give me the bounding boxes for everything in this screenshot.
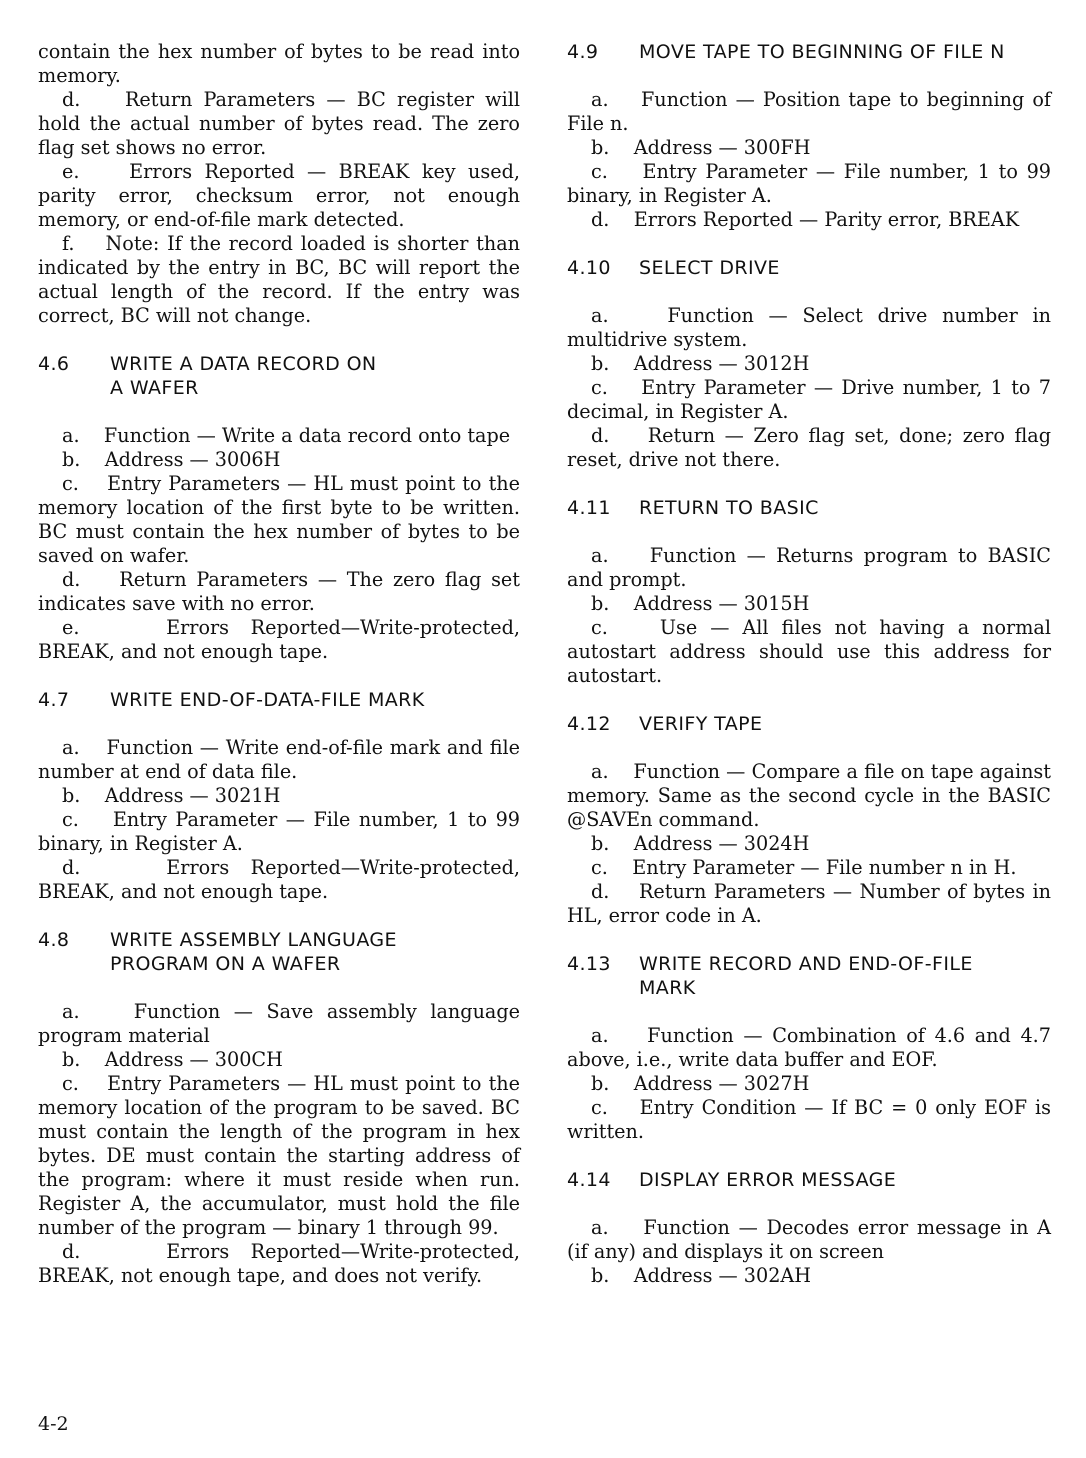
section-number: 4.14 xyxy=(567,1169,611,1191)
paragraph: c. Entry Condition — If BC = 0 only EOF is written. xyxy=(567,1096,1051,1143)
paragraph: d. Return Parameters — Number of bytes in HL, error code in A. xyxy=(567,880,1051,927)
paragraph: c. Entry Parameter — File number, 1 to 99 binary, in Register A. xyxy=(567,160,1051,207)
paragraph: a. Function — Decodes error message in A (if any) and displays it on screen xyxy=(567,1216,1051,1263)
paragraph: a. Function — Combination of 4.6 and 4.7 above, i.e., write data buffer and EOF. xyxy=(567,1024,1051,1071)
section-4-13 xyxy=(567,952,1051,1144)
section-heading xyxy=(567,1168,1051,1192)
paragraph: c. Use — All files not having a normal autostart address should use this address for autostart. xyxy=(567,616,1051,687)
section-number: 4.11 xyxy=(567,497,611,519)
section-4-11 xyxy=(567,496,1051,688)
paragraph: a. Function — Select drive number in multidrive system. xyxy=(567,304,1051,351)
section-heading xyxy=(38,688,520,712)
section-number: 4.7 xyxy=(38,689,70,711)
section-title: DISPLAY ERROR MESSAGE xyxy=(639,1169,897,1191)
section-number: 4.6 xyxy=(38,353,70,375)
section-title: VERIFY TAPE xyxy=(639,713,763,735)
section-title: SELECT DRIVE xyxy=(639,257,780,279)
section-heading xyxy=(567,952,1051,1000)
paragraph: b. Address — 300FH xyxy=(591,136,811,159)
paragraph: f. Note: If the record loaded is shorter than indicated by the entry in BC, BC will report the actual length of the record. If the entry was correct, BC will not change. xyxy=(38,232,520,327)
paragraph: b. Address — 3015H xyxy=(591,592,810,615)
paragraph: e. Errors Reported — BREAK key used, parity error, checksum error, not enough memory, or end-of-file mark detected. xyxy=(38,160,520,231)
paragraph: d. Errors Reported—Write-protected, BREAK, and not enough tape. xyxy=(38,856,520,903)
paragraph: c. Entry Parameters — HL must point to the memory location of the program to be saved. BC must contain the length of the program in hex bytes. DE must contain the starting address of the program: where it must reside when run. Register A, the accumulator, must hold the file number of the program — binary 1 through 99. xyxy=(38,1072,520,1239)
paragraph: c. Entry Parameter — File number n in H. xyxy=(591,856,1017,879)
paragraph: b. Address — 3027H xyxy=(591,1072,810,1095)
paragraph: b. Address — 300CH xyxy=(62,1048,283,1071)
section-title: WRITE A DATA RECORD ON A WAFER xyxy=(110,353,377,399)
section-4-7 xyxy=(38,688,520,904)
section-title: WRITE END-OF-DATA-FILE MARK xyxy=(110,689,425,711)
paragraph: d. Return Parameters — BC register will hold the actual number of bytes read. The zero flag set shows no error. xyxy=(38,88,520,159)
paragraph: b. Address — 3021H xyxy=(62,784,281,807)
paragraph: c. Entry Parameter — File number, 1 to 99 binary, in Register A. xyxy=(38,808,520,855)
section-heading xyxy=(567,712,1051,736)
paragraph: b. Address — 3006H xyxy=(62,448,281,471)
paragraph: d. Errors Reported—Write-protected, BREAK, not enough tape, and does not verify. xyxy=(38,1240,520,1287)
section-heading xyxy=(567,40,1051,64)
section-number: 4.9 xyxy=(567,41,599,63)
section-4-14 xyxy=(567,1168,1051,1288)
paragraph: e. Errors Reported—Write-protected, BREAK, and not enough tape. xyxy=(38,616,520,663)
paragraph: a. Function — Returns program to BASIC and prompt. xyxy=(567,544,1051,591)
paragraph: b. Address — 3024H xyxy=(591,832,810,855)
section-heading xyxy=(38,352,520,400)
paragraph: a. Function — Compare a file on tape against memory. Same as the second cycle in the BASIC @SAVEn command. xyxy=(567,760,1051,831)
paragraph: a. Function — Write a data record onto tape xyxy=(62,424,511,447)
paragraph: a. Function — Save assembly language program material xyxy=(38,1000,520,1047)
section-title: MOVE TAPE TO BEGINNING OF FILE N xyxy=(639,41,1005,63)
section-number: 4.8 xyxy=(38,929,70,951)
section-4-12 xyxy=(567,712,1051,928)
section-4-5-continuation xyxy=(38,40,520,328)
left-column xyxy=(38,40,520,1288)
paragraph: contain the hex number of bytes to be read into memory. xyxy=(38,40,520,87)
paragraph: a. Function — Position tape to beginning of File n. xyxy=(567,88,1051,135)
paragraph: d. Return — Zero flag set, done; zero flag reset, drive not there. xyxy=(567,424,1051,471)
section-heading xyxy=(567,496,1051,520)
paragraph: b. Address — 302AH xyxy=(591,1264,812,1287)
paragraph: a. Function — Write end-of-file mark and file number at end of data file. xyxy=(38,736,520,783)
paragraph: d. Errors Reported — Parity error, BREAK xyxy=(591,208,1020,231)
section-heading xyxy=(38,928,520,976)
paragraph: c. Entry Parameter — Drive number, 1 to 7 decimal, in Register A. xyxy=(567,376,1051,423)
section-4-9 xyxy=(567,40,1051,232)
section-4-8 xyxy=(38,928,520,1288)
section-4-10 xyxy=(567,256,1051,472)
paragraph: c. Entry Parameters — HL must point to the memory location of the first byte to be written. BC must contain the hex number of bytes to be saved on wafer. xyxy=(38,472,520,567)
section-4-6 xyxy=(38,352,520,664)
section-number: 4.10 xyxy=(567,257,611,279)
section-title: WRITE ASSEMBLY LANGUAGE PROGRAM ON A WAFER xyxy=(110,929,397,975)
page-number: 4-2 xyxy=(38,1413,69,1435)
section-number: 4.13 xyxy=(567,953,611,975)
paragraph: b. Address — 3012H xyxy=(591,352,810,375)
right-column xyxy=(567,40,1051,1288)
section-title: WRITE RECORD AND END-OF-FILE MARK xyxy=(639,953,973,999)
section-number: 4.12 xyxy=(567,713,611,735)
section-title: RETURN TO BASIC xyxy=(639,497,819,519)
section-heading xyxy=(567,256,1051,280)
paragraph: d. Return Parameters — The zero flag set indicates save with no error. xyxy=(38,568,520,615)
